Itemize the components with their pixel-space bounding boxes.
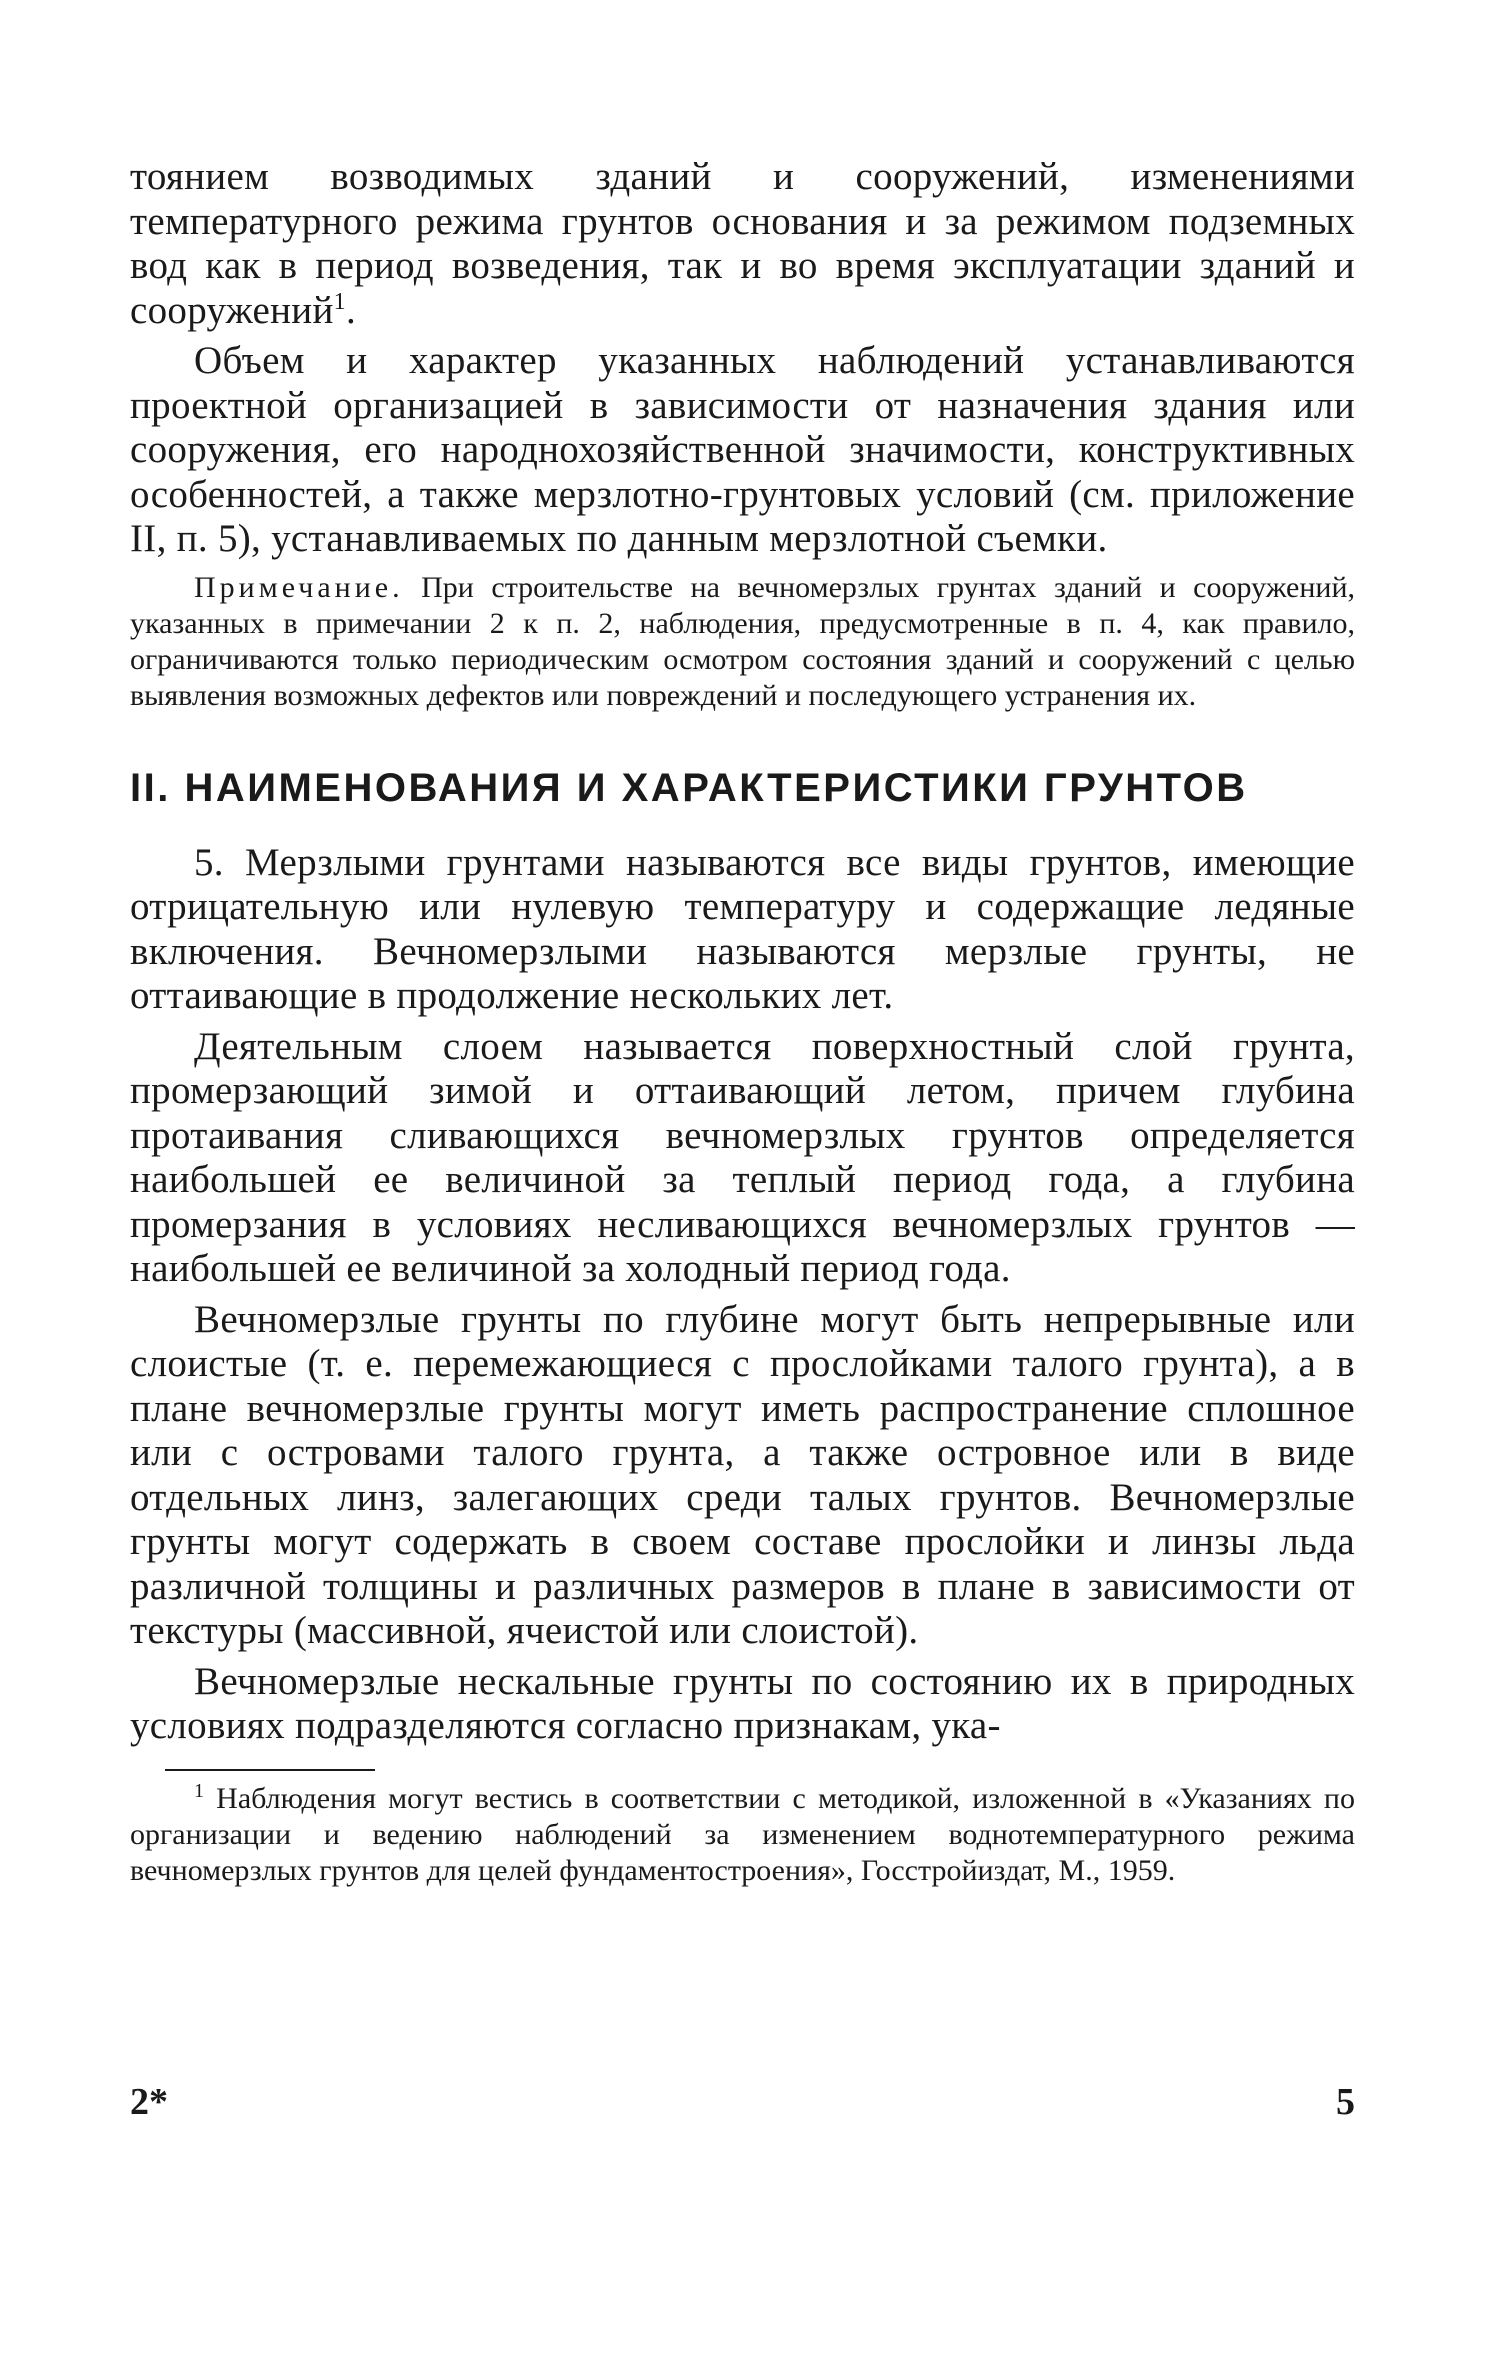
page-body	[130, 155, 1355, 1889]
note-label: Примечание.	[194, 570, 404, 604]
paragraph-classification: Вечномерзлые нескальные грунты по состоянию их в природных условиях подразделяются согласно признакам, ука-	[130, 1659, 1355, 1747]
paragraph-item-5: 5. Мерзлыми грунтами называются все виды грунтов, имеющие отрицательную или нулевую температуру и содержащие ледяные включения. Вечномерзлыми называются мерзлые грунты, не оттаивающие в продолжение нескольких лет.	[130, 840, 1355, 1017]
footnote-ref: 1	[333, 288, 346, 315]
footnote-marker: 1	[194, 1779, 204, 1802]
paragraph-active-layer: Деятельным слоем называется поверхностный слой грунта, промерзающий зимой и оттаивающий летом, причем глубина протаивания сливающихся вечномерзлых грунтов определяется наибольшей ее величиной за теплый период года, а глубина промерзания в условиях несливающихся вечномерзлых грунтов — наибольшей ее величиной за холодный период года.	[130, 1024, 1355, 1290]
paragraph-scope: Объем и характер указанных наблюдений устанавливаются проектной организацией в зависимости от назначения здания или сооружения, его народнохозяйственной значимости, конструктивных особенностей, а также мерзлотно-грунтовых условий (см. приложение II, п. 5), устанавливаемых по данным мерзлотной съемки.	[130, 339, 1355, 560]
section-heading: II. НАИМЕНОВАНИЯ И ХАРАКТЕРИСТИКИ ГРУНТОВ	[130, 765, 1248, 810]
signature-mark: 2*	[130, 2081, 168, 2123]
footnote-divider	[165, 1769, 375, 1771]
sentence-period: .	[345, 288, 357, 332]
note-text: При строительстве на вечномерзлых грунтах зданий и сооружений, указанных в примечании 2 к п. 2, наблюдения, предусмотренные в п. 4, как правило, ограничиваются только периодическим осмотром состояния зданий и сооружений с целью выявления возможных дефектов или повреждений и последующего устранения их.	[130, 570, 1356, 712]
paragraph-observations	[130, 155, 1355, 333]
footnote-text: Наблюдения могут вестись в соответствии с методикой, изложенной в «Указаниях по организации и ведению наблюдений за изменением воднотемпературного режима вечномерзлых грунтов для целей фундаментостроения», Госстройиздат, М., 1959.	[130, 1781, 1355, 1887]
note-block	[130, 570, 1355, 714]
footnote	[130, 1781, 1355, 1889]
page-number: 5	[1336, 2081, 1355, 2123]
paragraph-permafrost-types: Вечномерзлые грунты по глубине могут быть непрерывные или слоистые (т. е. перемежающиеся с прослойками талого грунта), а в плане вечномерзлые грунты могут иметь распространение сплошное или с островами талого грунта, а также островное или в виде отдельных линз, залегающих среди талых грунтов. Вечномерзлые грунты могут содержать в своем составе прослойки и линзы льда различной толщины и различных размеров в плане в зависимости от текстуры (массивной, ячеистой или слоистой).	[130, 1297, 1355, 1652]
paragraph-text: тоянием возводимых зданий и сооружений, изменениями температурного режима грунтов основания и за режимом подземных вод как в период возведения, так и во время эксплуатации зданий и сооружений	[130, 155, 1355, 332]
